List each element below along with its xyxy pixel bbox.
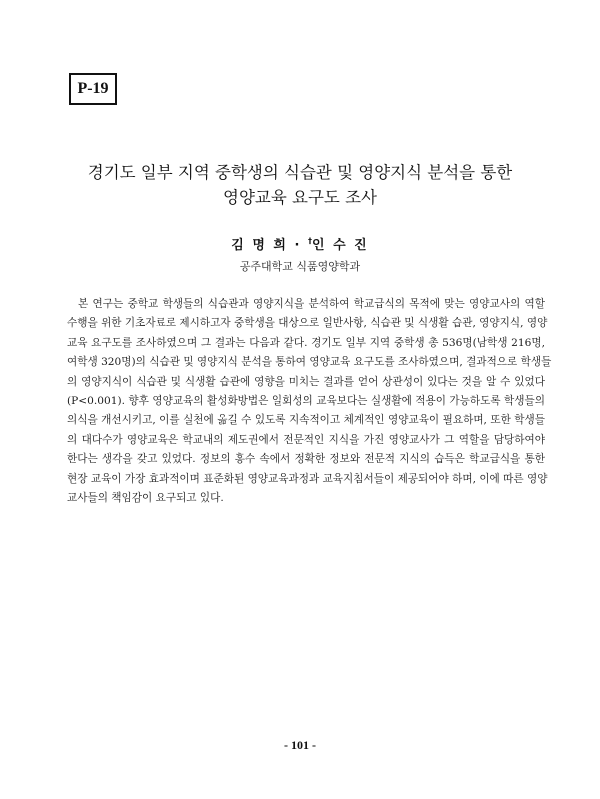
abstract-line: 본 연구는 중학교 학생들의 식습관과 영양지식을 분석하여 학교급식의 목적에 맞는 영양교사의 역할 xyxy=(78,298,545,310)
page-number: - 101 - xyxy=(284,738,316,752)
affiliation: 공주대학교 식품영양학과 xyxy=(239,260,361,273)
poster-number-label: P-19 xyxy=(69,73,117,105)
paper-title xyxy=(0,160,600,210)
abstract-line: 의 영양지식이 식습관 및 식생활 습관에 영향을 미치는 결과를 얻어 상관성이 있다는 것을 알 수 있었다 xyxy=(67,375,545,388)
abstract-line: 교사들의 책임감이 요구되고 있다. xyxy=(67,492,224,505)
abstract xyxy=(67,295,552,508)
abstract-line: 의식을 개선시키고, 이를 실천에 옮길 수 있도록 지속적이고 체계적인 영양교육이 필요하며, 또한 학생들 xyxy=(67,414,545,427)
title-line-2: 영양교육 요구도 조사 xyxy=(223,188,377,207)
author-1: 김 명 희 · xyxy=(231,238,308,253)
abstract-line: 교육 요구도를 조사하였으며 그 결과는 다음과 같다. 경기도 일부 지역 중학생 총 536명(남학생 216명, xyxy=(67,336,545,349)
corresponding-dagger: † xyxy=(307,236,312,246)
abstract-line: 의 대다수가 영양교육은 학교내의 제도권에서 전문적인 지식을 가진 영양교사가 그 역할을 담당하여야 xyxy=(67,433,545,446)
abstract-line: 수행을 위한 기초자료로 제시하고자 중학생을 대상으로 일반사항, 식습관 및 식생활 습관, 영양지식, 영양 xyxy=(67,317,548,330)
authors xyxy=(0,234,600,253)
title-line-1: 경기도 일부 지역 중학생의 식습관 및 영양지식 분석을 통한 xyxy=(87,163,513,182)
abstract-line: 여학생 320명)의 식습관 및 영양지식 분석을 통하여 영양교육 요구도를 조사하였으며, 결과적으로 학생들 xyxy=(67,356,552,369)
abstract-line: 현장 교육이 가장 효과적이며 표준화된 영양교육과정과 교육지침서들이 제공되어야 하며, 이에 따른 영양 xyxy=(67,472,548,485)
abstract-line: 한다는 생각을 갖고 있었다. 정보의 홍수 속에서 정확한 정보와 전문적 지식의 습득은 학교급식을 통한 xyxy=(67,453,545,466)
abstract-line: (P<0.001). 향후 영양교육의 활성화방법은 일회성의 교육보다는 실생활에 적용이 가능하도록 학생들의 xyxy=(67,395,545,408)
author-2: 인 수 진 xyxy=(311,238,369,253)
